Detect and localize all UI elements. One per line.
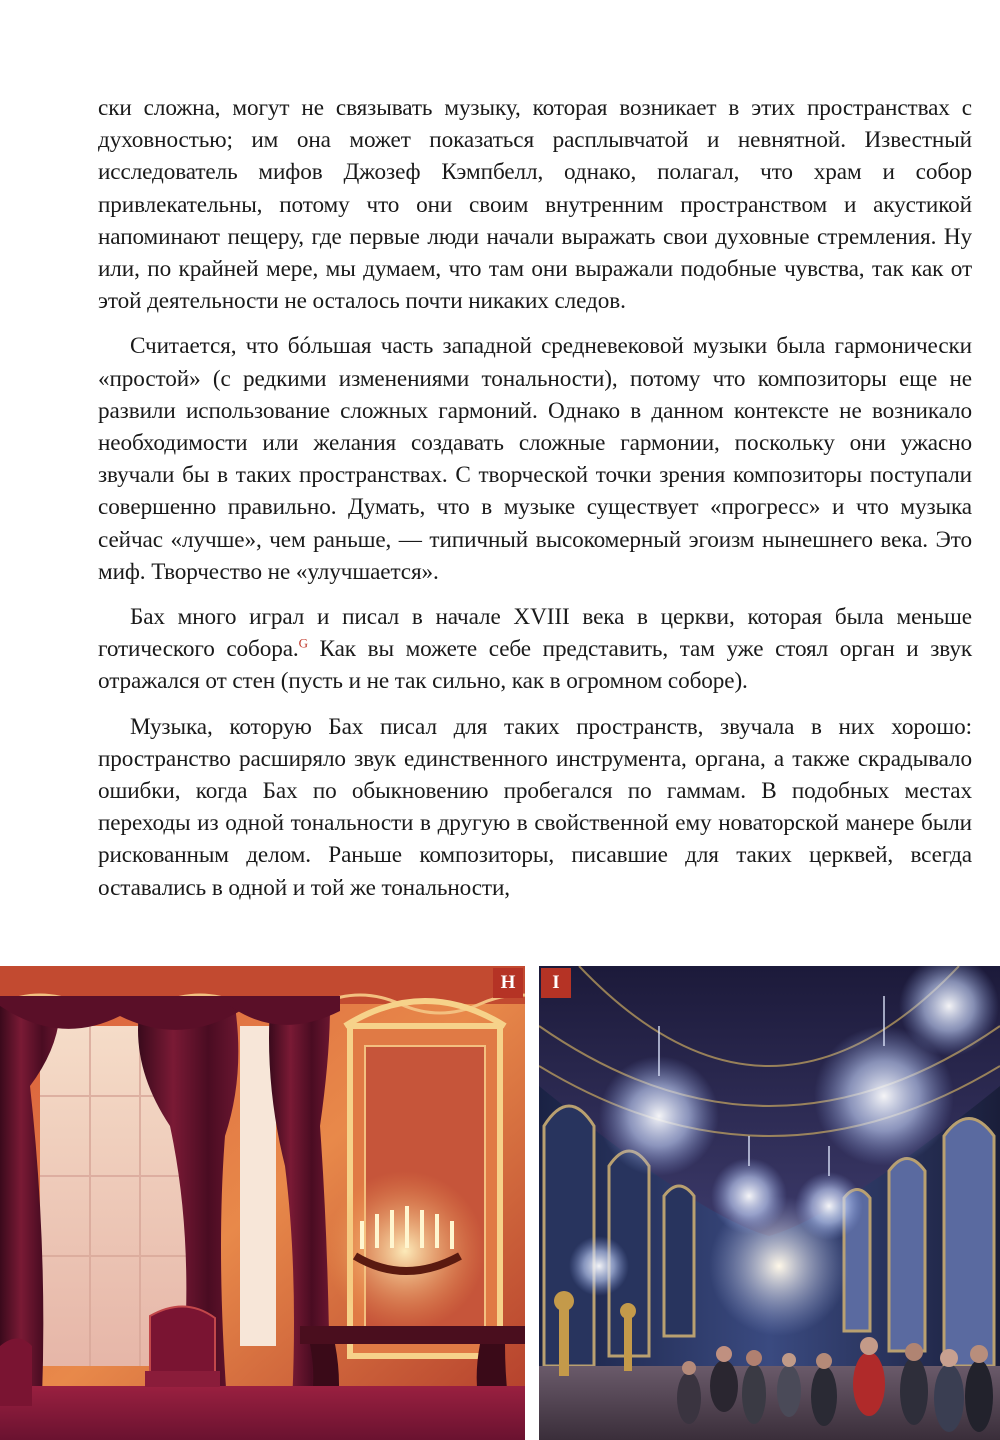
photo-baroque-interior	[0, 966, 525, 1440]
photo-label-h: H	[493, 968, 523, 998]
paragraph-2: Считается, что бóльшая часть западной средневековой музыки была гармонически «простой» (с редкими изменениями тональности), потому что композиторы еще не развили использование сложных гармоний. Однако в данном контексте не возникало необходимости или желания создавать сложные гармонии, поскольку они ужасно звучали бы в таких пространствах. С творческой точки зрения композиторы поступали совершенно правильно. Думать, что в музыке существует «прогресс» и что музыка сейчас «лучше», чем раньше, — типичный высокомерный эгоизм нынешнего века. Это миф. Творчество не «улучшается».	[98, 333, 972, 585]
photo-strip	[0, 966, 1000, 1440]
photo-hall-of-mirrors	[539, 966, 1000, 1440]
footnote-marker[interactable]: G	[298, 635, 308, 651]
paragraph-4: Музыка, которую Бах писал для таких пространств, звучала в них хорошо: пространство расширяло звук единственного инструмента, органа, а также скрадывало ошибки, когда Бах по обыкновению пробегался по гаммам. В подобных местах переходы из одной тональности в другую в свойственной ему новаторской манере были рискованным делом. Раньше композиторы, писавшие для таких церквей, всегда оставались в одной и той же тональности,	[98, 713, 972, 901]
photo-label-i: I	[541, 968, 571, 998]
paragraph-3-text: Бах много играл и писал в начале XVIII века в церкви, которая была меньше готического собора.	[98, 604, 972, 663]
paragraph-1: ски сложна, могут не связывать музыку, которая возникает в этих пространствах с духовностью; им она может показаться расплывчатой и невнятной. Известный исследователь мифов Джозеф Кэмпбелл, однако, полагал, что храм и собор привлекательны, потому что они своим внутренним пространством и акустикой напоминают пещеру, где первые люди начали выражать свои духовные стремления. Ну или, по крайней мере, мы думаем, что там они выражали подобные чувства, так как от этой деятельности не осталось почти никаких следов.	[98, 95, 972, 315]
hall-of-mirrors-image	[539, 966, 1000, 1440]
paragraph-3	[98, 601, 972, 698]
paragraph-3-text-continued: Как вы можете себе представить, там уже стоял орган и звук отражался от стен (пусть и не так сильно, как в огромном соборе).	[98, 636, 972, 695]
body-text	[98, 92, 972, 904]
baroque-interior-image	[0, 966, 525, 1440]
